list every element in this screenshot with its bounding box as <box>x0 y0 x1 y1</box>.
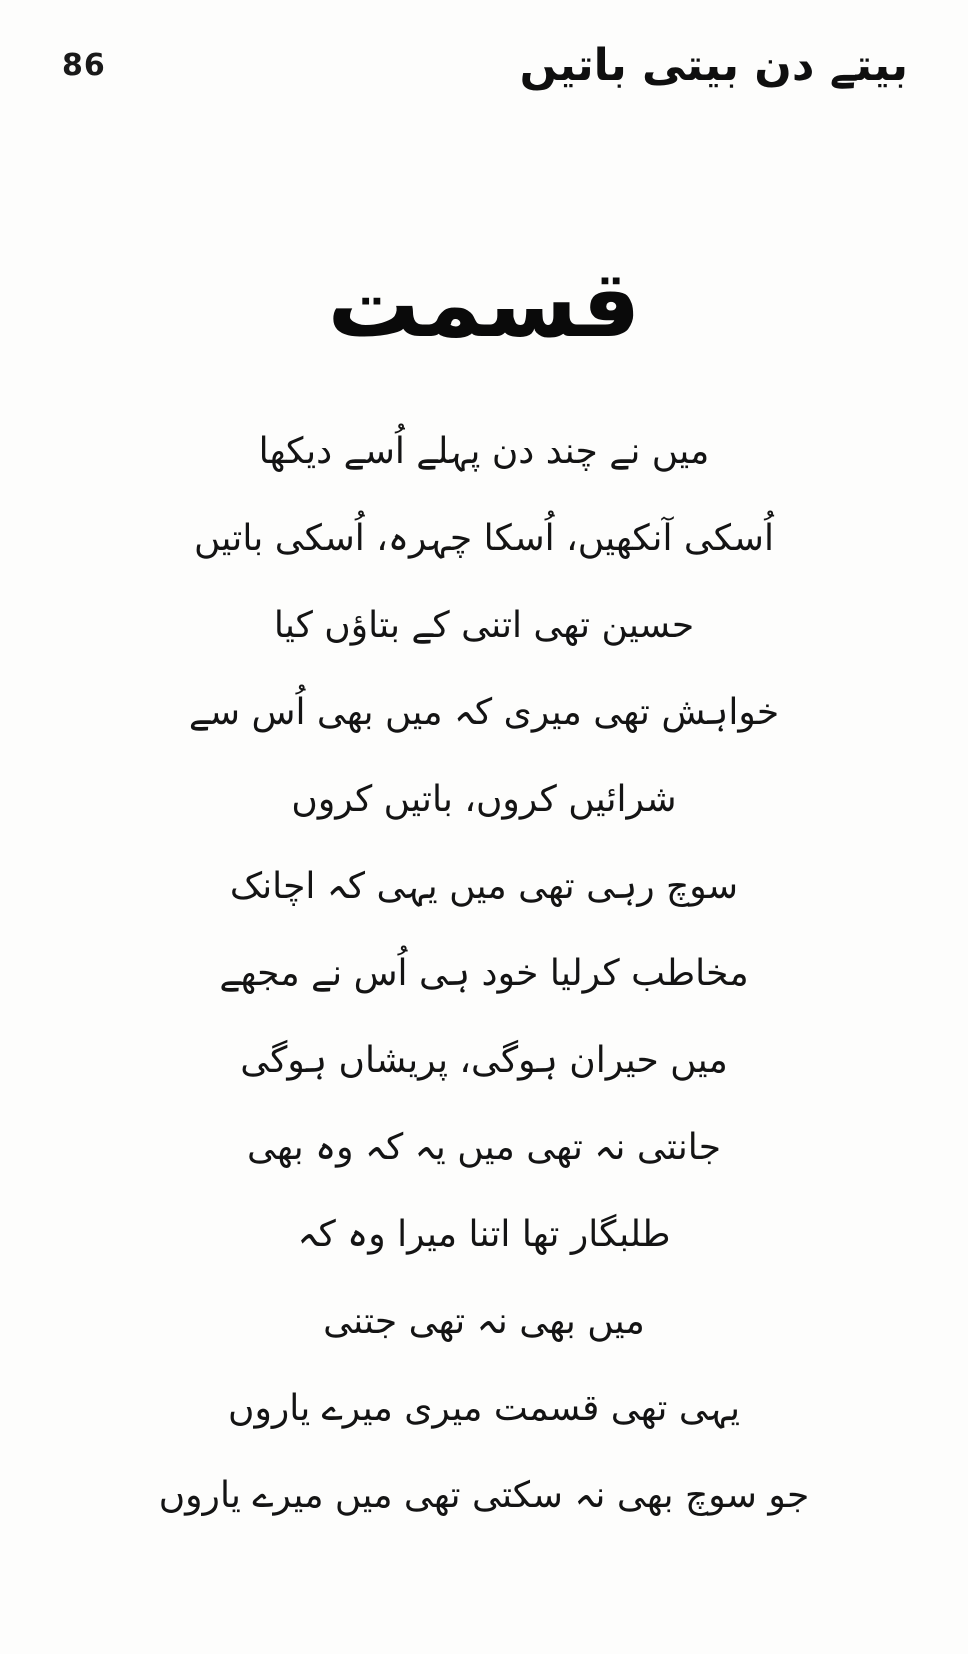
poem-line: میں حیران ہوگی، پریشاں ہوگی <box>240 1040 728 1081</box>
poem-line: اُسکی آنکھیں، اُسکا چہرہ، اُسکی باتیں <box>194 518 774 559</box>
poem-line: سوچ رہی تھی میں یہی کہ اچانک <box>229 866 739 907</box>
poem-body <box>0 430 968 1561</box>
poem-line: میں بھی نہ تھی جتنی <box>323 1301 645 1342</box>
poem-title: قسمت <box>327 251 641 358</box>
poem-line: میں نے چند دن پہلے اُسے دیکھا <box>258 431 710 472</box>
poem-line: خواہش تھی میری کہ میں بھی اُس سے <box>188 692 780 733</box>
poem-line: طلبگار تھا اتنا میرا وہ کہ <box>297 1214 671 1255</box>
poem-line: حسین تھی اتنی کے بتاؤں کیا <box>273 605 695 646</box>
poem-line: جانتی نہ تھی میں یہ کہ وہ بھی <box>247 1127 721 1168</box>
page-number: 86 <box>62 48 106 83</box>
poem-line: شرائیں کروں، باتیں کروں <box>291 779 677 820</box>
poem-line: جو سوچ بھی نہ سکتی تھی میں میرے یاروں <box>158 1475 810 1516</box>
book-title-header: بیتے دن بیتی باتیں <box>519 40 908 91</box>
poem-line: یہی تھی قسمت میری میرے یاروں <box>228 1388 740 1429</box>
poem-line: مخاطب کرلیا خود ہی اُس نے مجھے <box>219 953 749 994</box>
